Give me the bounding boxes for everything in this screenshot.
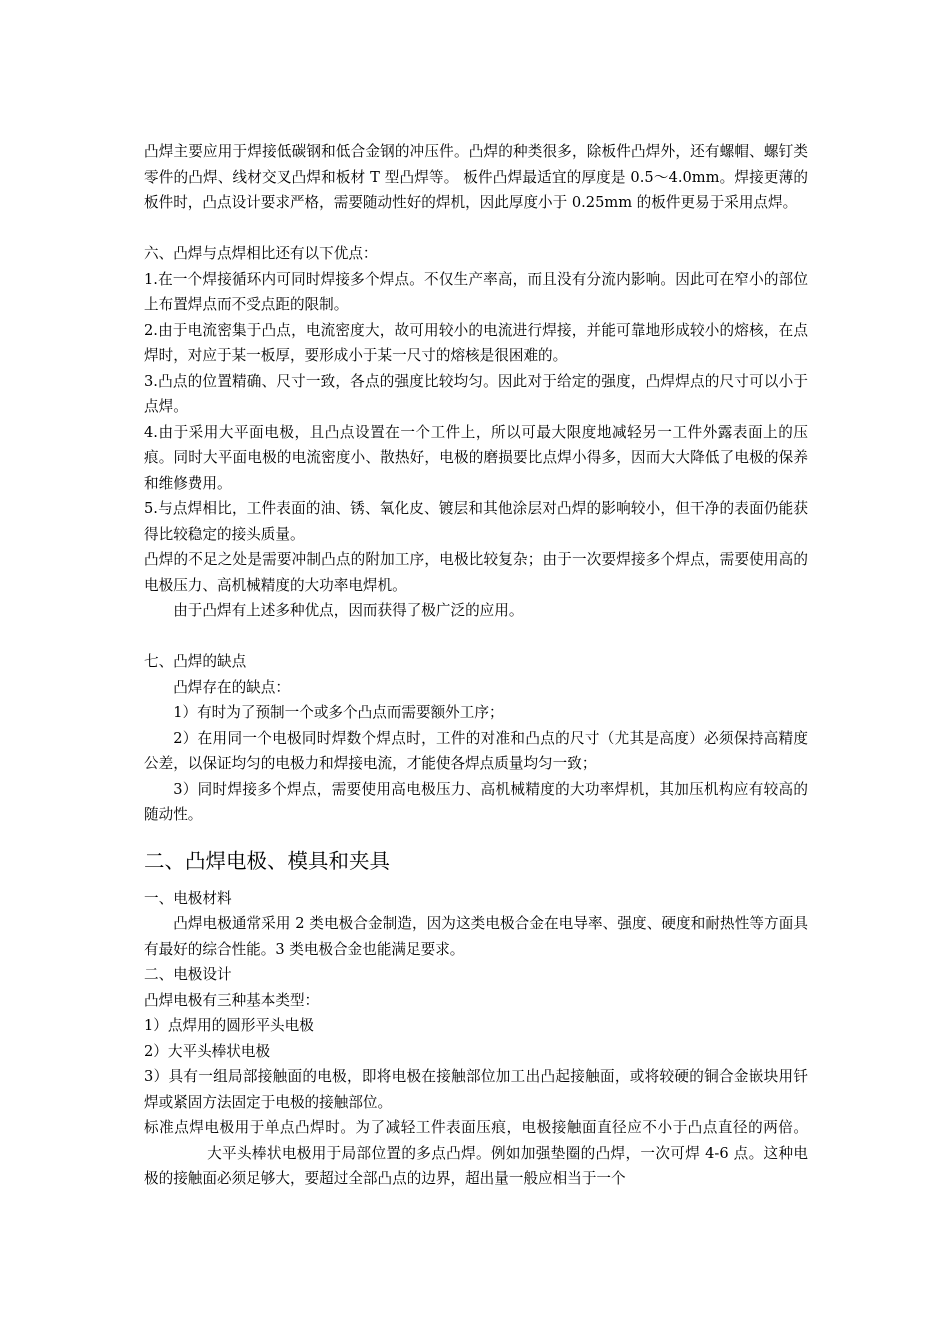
advantage-item-3: 3.凸点的位置精确、尺寸一致，各点的强度比较均匀。因此对于给定的强度，凸焊焊点的尺寸可以小于点焊。 xyxy=(144,372,808,415)
intro-paragraph: 凸焊主要应用于焊接低碳钢和低合金钢的冲压件。凸焊的种类很多，除板件凸焊外，还有螺帽、螺钉类零件的凸焊、线材交叉凸焊和板材 T 型凸焊等。 板件凸焊最适宜的厚度是 0.5～4.0mm。焊接更薄的板件时，凸点设计要求严格，需要随动性好的焊机，因此厚度小于 0.25mm 的板件更易于采用点焊。 xyxy=(144,143,808,211)
disadvantage-item-2: 2）在用同一个电极同时焊数个焊点时，工件的对准和凸点的尺寸（尤其是高度）必须保持高精度公差，以保证均匀的电极力和焊接电流，才能使各焊点质量均匀一致； xyxy=(144,729,808,772)
advantage-item-2: 2.由于电流密集于凸点，电流密度大，故可用较小的电流进行焊接，并能可靠地形成较小的熔核，在点焊时，对应于某一板厚，要形成小于某一尺寸的熔核是很困难的。 xyxy=(144,321,808,364)
electrode-type-3: 3）具有一组局部接触面的电极，即将电极在接触部位加工出凸起接触面，或将较硬的铜合金嵌块用钎焊或紧固方法固定于电极的接触部位。 xyxy=(144,1068,808,1111)
paragraph-gap xyxy=(144,624,808,650)
section-6-title: 六、凸焊与点焊相比还有以下优点： xyxy=(144,245,378,262)
electrode-type-2: 2）大平头棒状电极 xyxy=(144,1042,271,1060)
electrode-types-lead: 凸焊电极有三种基本类型： xyxy=(144,991,320,1009)
advantage-item-1: 1.在一个焊接循环内可同时焊接多个焊点。不仅生产率高，而且没有分流内影响。因此可在窄小的部位上布置焊点而不受点距的限制。 xyxy=(144,270,808,313)
closing-paragraph-part-a: 标准点焊电极用于单点凸焊时。为了减轻工件表面压痕，电极接触面直径应不小于凸点直径的两倍。 xyxy=(144,1119,808,1136)
advantage-item-5: 5.与点焊相比，工件表面的油、锈、氧化皮、镀层和其他涂层对凸焊的影响较小，但干净的表面仍能获得比较稳定的接头质量。 xyxy=(144,500,808,543)
conclusion-paragraph: 由于凸焊有上述多种优点，因而获得了极广泛的应用。 xyxy=(173,602,524,619)
closing-paragraph xyxy=(144,1115,808,1192)
shortcoming-paragraph: 凸焊的不足之处是需要冲制凸点的附加工序，电极比较复杂；由于一次要焊接多个焊点，需要使用高的电极压力、高机械精度的大功率电焊机。 xyxy=(144,551,808,594)
subsection-2-title: 二、电极设计 xyxy=(144,966,232,983)
document-page xyxy=(144,139,808,1192)
subsection-1-title: 一、电极材料 xyxy=(144,889,232,907)
disadvantage-item-3: 3）同时焊接多个焊点，需要使用高电极压力、高机械精度的大功率焊机，其加压机构应有较高的随动性。 xyxy=(144,780,808,823)
section-7-lead: 凸焊存在的缺点： xyxy=(173,678,290,696)
disadvantage-item-1: 1）有时为了预制一个或多个凸点而需要额外工序； xyxy=(173,704,504,721)
advantage-item-4: 4.由于采用大平面电极，且凸点设置在一个工件上，所以可最大限度地减轻另一工件外露表面上的压痕。同时大平面电极的电流密度小、散热好，电极的磨损要比点焊小得多，因而大大降低了电极的保养和维修费用。 xyxy=(144,423,808,492)
paragraph-gap xyxy=(144,216,808,242)
closing-paragraph-part-b: 大平头棒状电极用于局部位置的多点凸焊。例如加强垫圈的凸焊，一次可焊 4-6 点。这种电极的接触面必须足够大，要超过全部凸点的边界，超出量一般应相当于一个 xyxy=(144,1144,808,1187)
electrode-type-1: 1）点焊用的圆形平头电极 xyxy=(144,1017,314,1034)
section-7-title: 七、凸焊的缺点 xyxy=(144,653,247,670)
chapter-2-heading: 二、凸焊电极、模具和夹具 xyxy=(144,848,390,873)
electrode-material-paragraph: 凸焊电极通常采用 2 类电极合金制造，因为这类电极合金在电导率、强度、硬度和耐热性等方面具有最好的综合性能。3 类电极合金也能满足要求。 xyxy=(144,915,808,958)
